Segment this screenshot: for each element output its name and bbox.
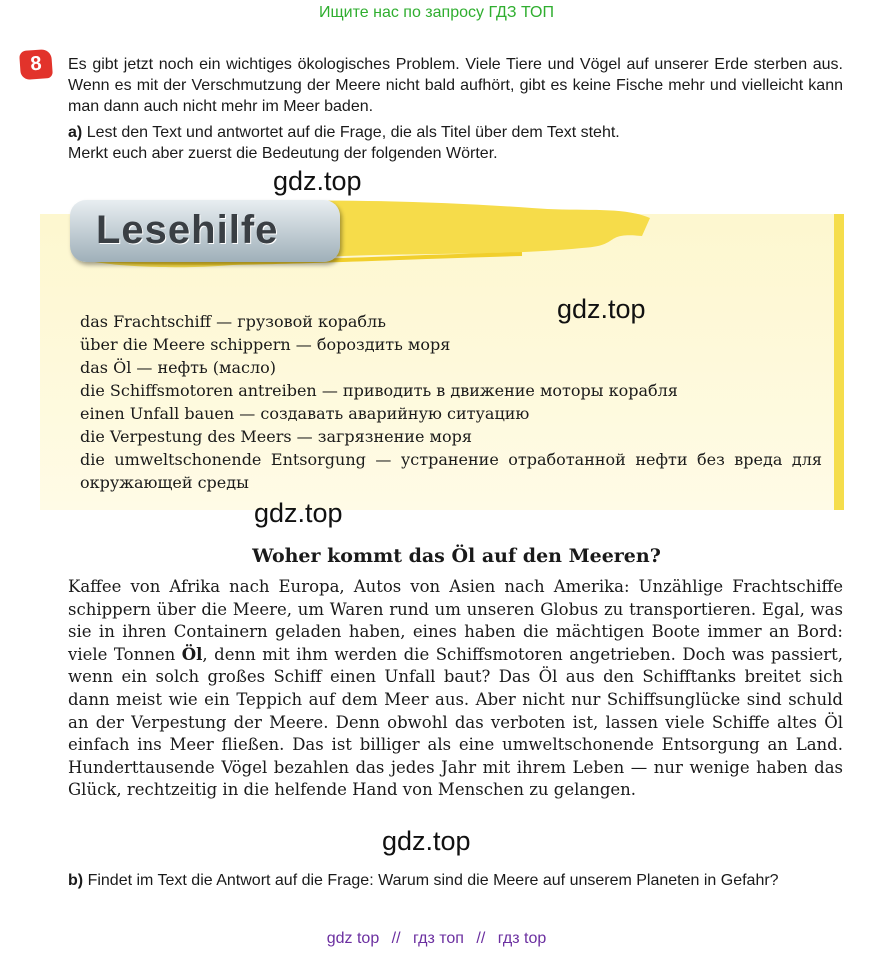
vocabulary-list [80, 310, 822, 494]
vocab-item: die Schiffsmotoren antreiben — приводить в движение моторы корабля [80, 381, 678, 400]
vocab-item: das Öl — нефть (масло) [80, 358, 277, 377]
top-banner: Ищите нас по запросу ГДЗ ТОП [319, 4, 554, 21]
vocab-item: die umweltschonende Entsorgung — устранение отработанной нефти без вреда для окружающей среды [80, 450, 822, 492]
footer-links [0, 930, 873, 948]
footer-link[interactable]: гдз топ [413, 930, 464, 947]
story-bold-word: Öl [181, 644, 203, 664]
vocab-item: einen Unfall bauen — создавать аварийную ситуацию [80, 404, 530, 423]
vocab-item: das Frachtschiff — грузовой корабль [80, 312, 386, 331]
watermark: gdz.top [273, 166, 362, 196]
watermark: gdz.top [254, 498, 343, 528]
footer-separator: // [391, 930, 401, 947]
lesehilfe-heading-plate [70, 200, 340, 262]
task-b-instructions [68, 870, 843, 891]
vocab-item: die Verpestung des Meers — загрязнение моря [80, 427, 472, 446]
task-a-instructions [68, 122, 843, 164]
task-number-badge: 8 [19, 49, 53, 80]
lesehilfe-heading: Lesehilfe [96, 208, 279, 252]
task-a-line2: Merkt euch aber zuerst die Bedeutung der folgenden Wörter. [68, 145, 498, 162]
task-b-text: Findet im Text die Antwort auf die Frage: Warum sind die Meere auf unserem Planeten in Gefahr? [87, 872, 779, 889]
footer-link[interactable]: гдз top [497, 930, 547, 947]
watermark: gdz.top [382, 826, 471, 856]
watermark: gdz.top [557, 294, 646, 324]
task-b-label: b) [68, 872, 84, 889]
story-text [68, 576, 843, 802]
footer-separator: // [476, 930, 486, 947]
footer-link[interactable]: gdz top [326, 930, 380, 947]
task-a-line1: Lest den Text und antwortet auf die Frage, die als Titel über dem Text steht. [86, 124, 620, 141]
vocab-item: über die Meere schippern — бороздить моря [80, 335, 451, 354]
story-title: Woher kommt das Öl auf den Meeren? [252, 545, 661, 567]
task-a-label: a) [68, 124, 83, 141]
intro-paragraph: Es gibt jetzt noch ein wichtiges ökologisches Problem. Viele Tiere und Vögel auf unserer Erde sterben aus. Wenn es mit der Verschmutzung der Meere nicht bald aufhört, gibt es keine Fische mehr und vielleicht kann man dann auch nicht mehr im Meer baden. [68, 56, 843, 115]
story-part-2: , denn mit ihm werden die Schiffsmotoren angetrieben. Doch was passiert, wenn ein solch großes Schiff einen Unfall baut? Das Öl aus den Schifftanks breitet sich dann meist wie ein Teppich auf dem Meer aus. Aber nicht nur Schiffsunglücke sind schuld an der Verpestung der Meere. Denn obwohl das verboten ist, lassen viele Schiffe altes Öl einfach ins Meer fließen. Das ist billiger als eine umweltschonende Entsorgung an Land. Hunderttausende Vögel bezahlen das jedes Jahr mit ihrem Leben — nur wenige haben das Glück, rechtzeitig in die helfende Hand von Menschen zu gelangen. [68, 644, 843, 800]
story-part-1: Kaffee von Afrika nach Europa, Autos von Asien nach Amerika: Unzählige Frachtschiffe schippern über die Meere, um Waren rund um unseren Globus zu transportieren. Egal, was sie in ihren Containern geladen haben, eines haben die mächtigen Boote immer an Bord: viele Tonnen [68, 577, 843, 664]
